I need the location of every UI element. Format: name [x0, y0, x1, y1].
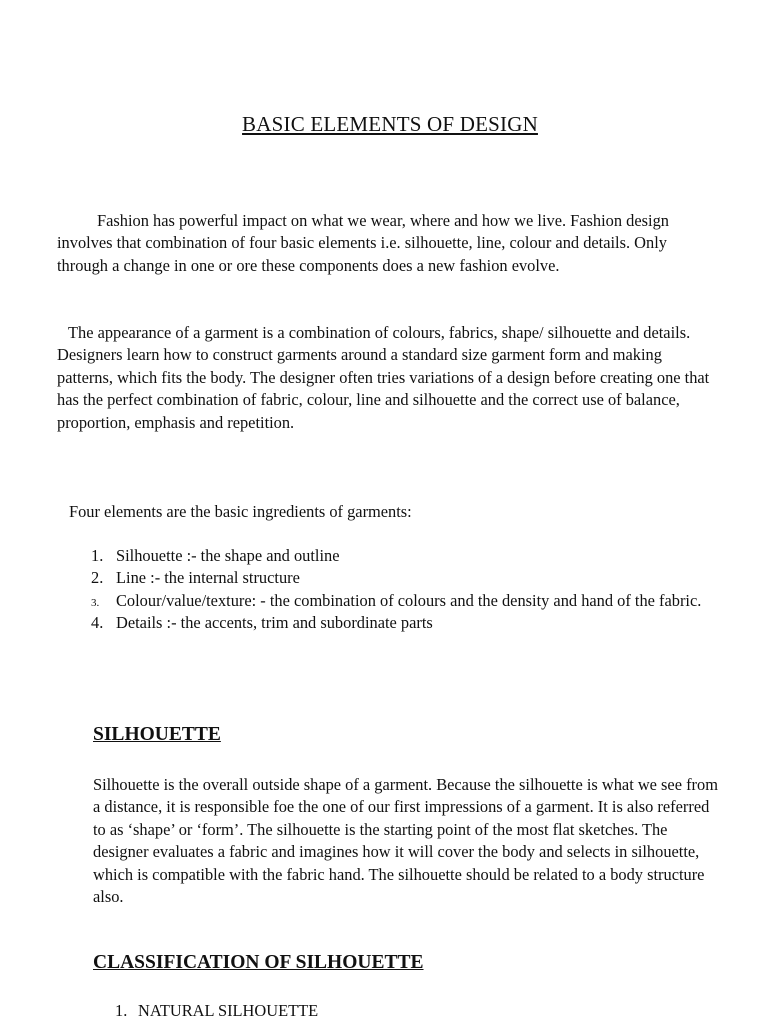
list-item-text: Colour/value/texture: - the combination of colours and the density and hand of the fabric.: [116, 590, 702, 610]
appearance-paragraph: [57, 322, 717, 434]
appearance-paragraph-text: The appearance of a garment is a combination of colours, fabrics, shape/ silhouette and details. Designers learn how to construct garments around a standard size garment form and making patterns, which fits the body. The designer often tries variations of a design before creating one that has the perfect combination of fabric, colour, line and silhouette and the correct use of balance, proportion, emphasis and repetition.: [57, 323, 710, 432]
classification-heading: CLASSIFICATION OF SILHOUETTE: [93, 952, 424, 973]
silhouette-paragraph: Silhouette is the overall outside shape of a garment. Because the silhouette is what we see from a distance, it is responsible foe the one of our first impressions of a garment. It is also referred to as ‘shape’ or ‘form’. The silhouette is the starting point of the most flat sketches. The designer evaluates a fabric and imagines how it will cover the body and selects in silhouette, which is compatible with the fabric hand. The silhouette should be related to a body structure also.: [93, 775, 718, 907]
list-item: [88, 567, 718, 589]
list-number: 3.: [91, 596, 100, 609]
list-item: [88, 590, 718, 612]
list-number: 1.: [115, 1001, 128, 1020]
list-number: 4.: [91, 613, 104, 633]
list-item-text: Line :- the internal structure: [116, 568, 300, 588]
elements-list: [88, 545, 718, 635]
classification-list: [112, 1000, 318, 1022]
intro-paragraph-text: Fashion has powerful impact on what we wear, where and how we live. Fashion design involves that combination of four basic elements i.e. silhouette, line, colour and details. Only through a change in one or ore these components does a new fashion evolve.: [57, 211, 669, 275]
list-item: [88, 612, 718, 634]
silhouette-heading: SILHOUETTE: [93, 724, 221, 745]
intro-paragraph: [57, 210, 717, 277]
list-number: 1.: [91, 546, 104, 565]
list-item-text: Details :- the accents, trim and subordinate parts: [116, 613, 433, 633]
document-title: BASIC ELEMENTS OF DESIGN: [242, 112, 538, 136]
list-number: 2.: [91, 568, 104, 588]
elements-lead-in: Four elements are the basic ingredients of garments:: [69, 502, 412, 521]
list-item: [88, 545, 718, 567]
list-item: [112, 1000, 318, 1022]
list-item-text: NATURAL SILHOUETTE: [138, 1001, 319, 1020]
list-item-text: Silhouette :- the shape and outline: [116, 546, 340, 565]
